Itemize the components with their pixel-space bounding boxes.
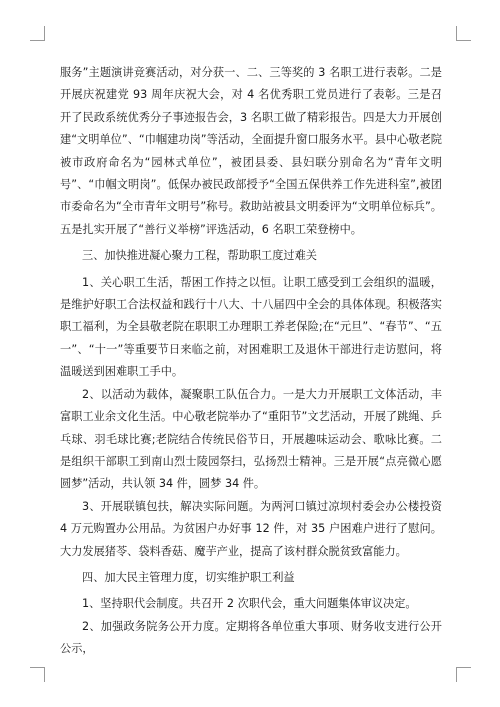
paragraph-care-workers: 1、关心职工生活，帮困工作持之以恒。让职工感受到工会组织的温暖，是维护好职工合法权益和践行十八大、十八届四中全会的具体体现。积极落实职工福利，为全县敬老院在职职工办理职工养老保险;在“元旦”、“春节”、“五一”、“十一”等重要节日来临之前，对困难职工及退休干部进行走访慰问，将温暖送到困难职工手中。 [60,275,442,379]
paragraph-affairs-openness: 2、加强政务院务公开力度。定期将各单位重大事项、财务收支进行公开公示， [60,619,442,656]
paragraph-town-support: 3、开展联镇包扶，解决实际问题。为两河口镇过凉坝村委会办公楼投资 4 万元购置办公用品。为贫困户办好事 12 件，对 35 户困难户进行了慰问。大力发展猪苓、袋料香菇、魔芋产业，提高了该村群众脱贫致富能力。 [60,499,442,558]
document-body [60,62,442,661]
paragraph-congress-system: 1、坚持职代会制度。共召开 2 次职代会，重大问题集体审议决定。 [82,597,417,611]
paragraph-activities: 2、以活动为载体，凝聚职工队伍合力。一是大力开展职工文体活动，丰富职工业余文化生活。中心敬老院举办了“重阳节”文艺活动，开展了跳绳、乒乓球、羽毛球比赛;老院结合传统民俗节日，开展趣味运动会、歌咏比赛。二是组织干部职工到南山烈士陵园祭扫，弘扬烈士精神。三是开展“点亮微心愿圆梦”活动，共认领 34 件，圆梦 34 件。 [60,387,442,491]
crop-mark-top-right [456,26,471,41]
crop-mark-bottom-right [456,667,471,682]
crop-mark-top-left [30,26,45,41]
paragraph-service-awards: 服务”主题演讲竞赛活动，对分获一、二、三等奖的 3 名职工进行表彰。二是开展庆祝建党 93 周年庆祝大会，对 4 名优秀职工党员进行了表彰。三是召开了民政系统优秀分子事迹报告会，3 名职工做了精彩报告。四是大力开展创建“文明单位”、“巾帼建功岗”等活动，全面提升窗口服务水平。县中心敬老院被市政府命名为“园林式单位”，被团县委、县妇联分别命名为“青年文明号”、“巾帼文明岗”。低保办被民政部授予“全国五保供养工作先进科室”,被团市委命名为“全市青年文明号”称号。救助站被县文明委评为“文明单位标兵”。五是扎实开展了“善行义举榜”评选活动，6 名职工荣登榜中。 [60,66,442,236]
section-heading-4: 四、加大民主管理力度，切实维护职工利益 [82,570,295,584]
section-heading-3: 三、加快推进凝心聚力工程，帮助职工度过难关 [82,249,317,263]
crop-mark-bottom-left [30,667,45,682]
